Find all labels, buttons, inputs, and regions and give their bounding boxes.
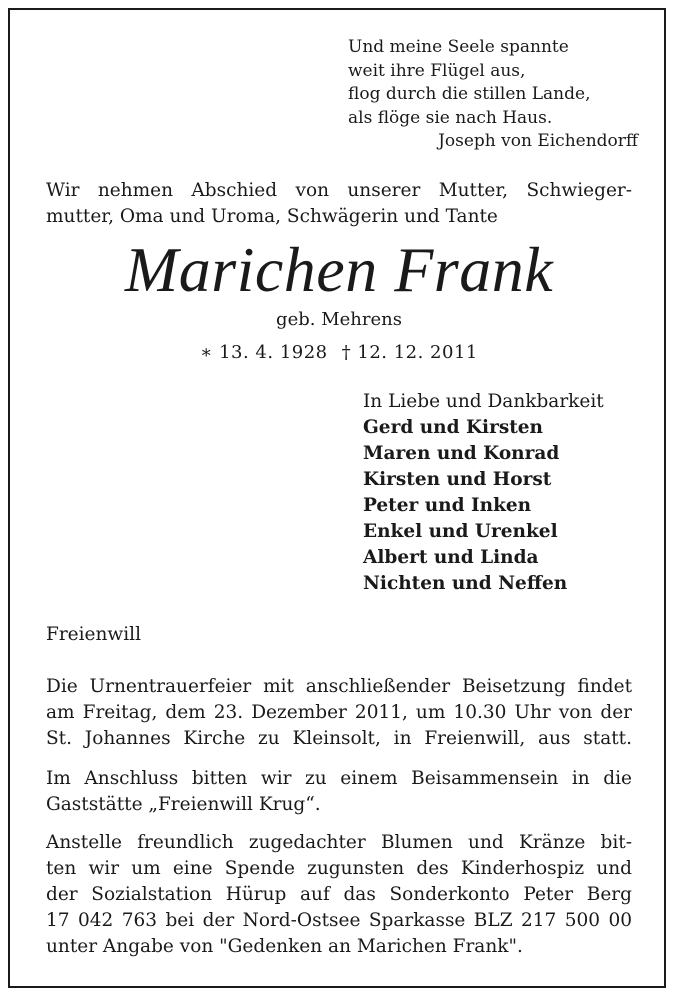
maiden-name: geb. Mehrens: [276, 309, 402, 330]
paragraph-line: Anstelle freundlich zugedachter Blumen und Kränze bit-: [46, 832, 632, 853]
poem-line: als flöge sie nach Haus.: [348, 107, 553, 128]
place-name: Freienwill: [46, 624, 141, 645]
family-member: Gerd und Kirsten: [363, 417, 544, 438]
paragraph-line: ten wir um eine Spende zugunsten des Kinderhospiz und: [46, 858, 632, 879]
family-member: Kirsten und Horst: [363, 469, 552, 490]
paragraph-line: unter Angabe von "Gedenken an Marichen Frank".: [46, 936, 523, 957]
paragraph-line: St. Johannes Kirche zu Kleinsolt, in Freienwill, aus statt.: [46, 728, 632, 749]
family-signature: [363, 389, 663, 597]
family-member: Maren und Konrad: [363, 443, 560, 464]
intro-line: mutter, Oma und Uroma, Schwägerin und Tante: [46, 206, 498, 227]
intro-line: Wir nehmen Abschied von unserer Mutter, Schwieger-: [46, 180, 632, 201]
family-member: Nichten und Neffen: [363, 573, 568, 594]
family-member: Albert und Linda: [363, 547, 539, 568]
poem: [348, 36, 638, 154]
poem-line: flog durch die stillen Lande,: [348, 84, 591, 104]
poem-line: Und meine Seele spannte: [348, 37, 569, 57]
paragraph-line: Die Urnentrauerfeier mit anschließender Beisetzung findet: [46, 676, 632, 697]
family-member: Peter und Inken: [363, 495, 532, 516]
gathering-paragraph: [46, 766, 632, 818]
poem-author: Joseph von Eichendorff: [438, 131, 638, 151]
paragraph-line: am Freitag, dem 23. Dezember 2011, um 10.30 Uhr von der: [46, 702, 632, 723]
family-member: Enkel und Urenkel: [363, 521, 558, 542]
death-date: † 12. 12. 2011: [341, 342, 478, 363]
funeral-paragraph: [46, 674, 632, 752]
deceased-name: Marichen Frank: [124, 234, 554, 305]
intro-text: [46, 178, 632, 230]
family-heading: In Liebe und Dankbarkeit: [363, 391, 604, 412]
poem-line: weit ihre Flügel aus,: [348, 60, 526, 81]
life-dates: [0, 340, 678, 366]
paragraph-line: 17 042 763 bei der Nord-Ostsee Sparkasse BLZ 217 500 00: [46, 910, 632, 931]
paragraph-line: der Sozialstation Hürup auf das Sonderkonto Peter Berg: [46, 884, 632, 905]
paragraph-line: Gaststätte „Freienwill Krug“.: [46, 794, 321, 815]
birth-date: ∗ 13. 4. 1928: [200, 342, 328, 363]
donation-paragraph: [46, 830, 632, 960]
paragraph-line: Im Anschluss bitten wir zu einem Beisammensein in die: [46, 768, 632, 789]
